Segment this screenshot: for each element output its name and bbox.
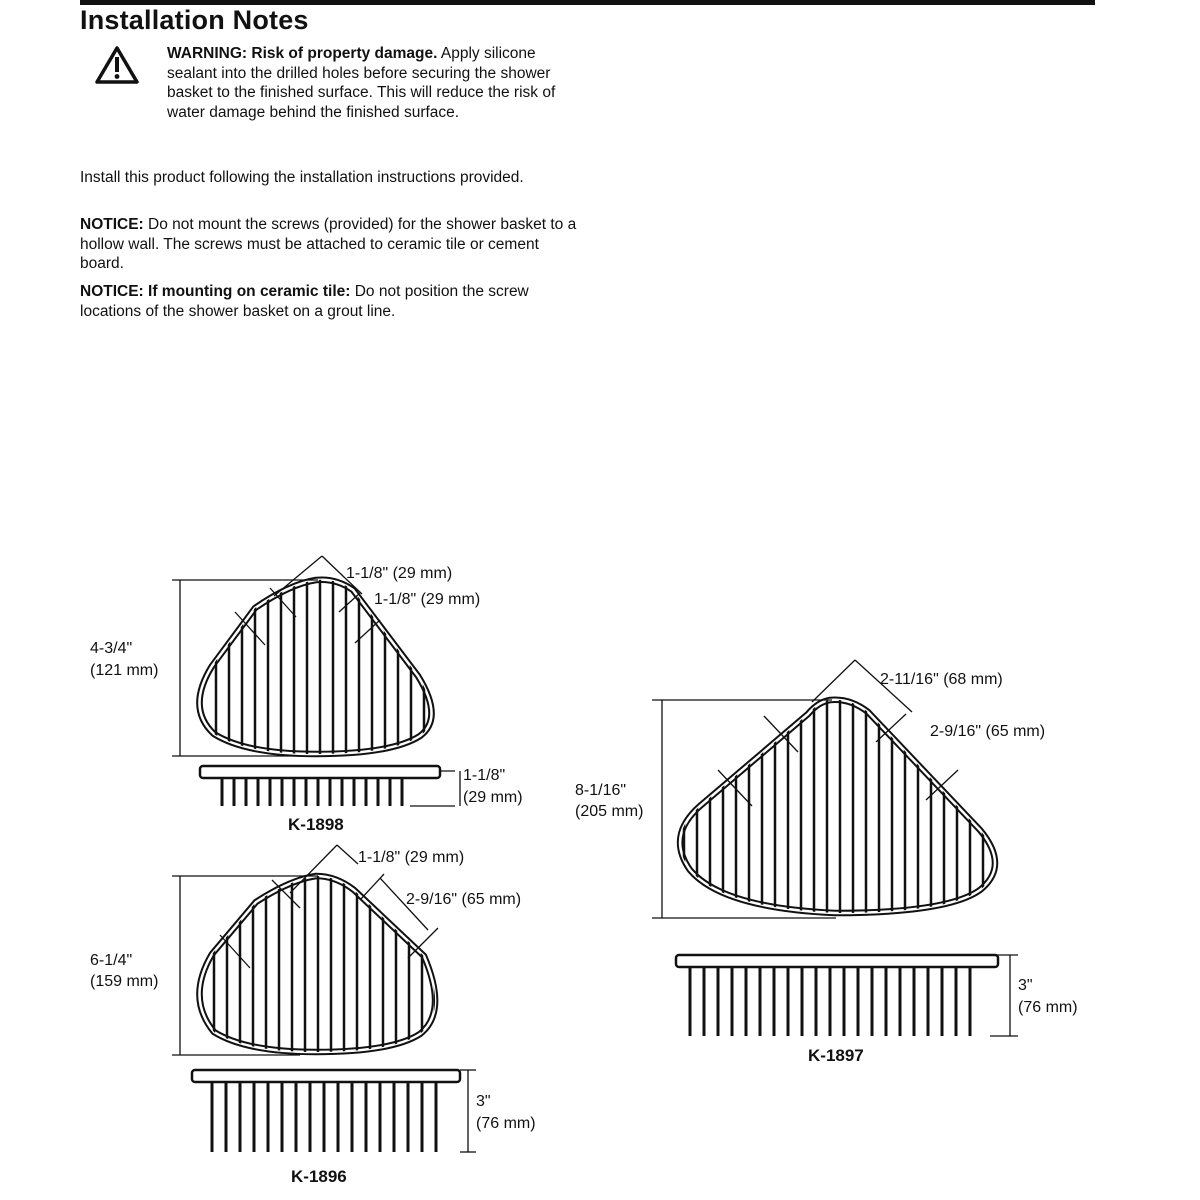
k1898-depth-mm: (29 mm) <box>463 789 523 806</box>
warning-triangle-icon <box>94 45 140 85</box>
k1897-dim-b: 2-9/16" (65 mm) <box>930 723 1046 740</box>
install-note: Install this product following the installation instructions provided. <box>80 169 524 186</box>
k1898-dim-a: 1-1/8" (29 mm) <box>346 565 453 582</box>
k1896-depth-mm: (76 mm) <box>476 1115 536 1132</box>
k1898-height-mm: (121 mm) <box>90 662 159 679</box>
k1897-side-view <box>676 955 998 1036</box>
k1896-dim-b: 2-9/16" (65 mm) <box>406 891 522 908</box>
notice2-text: Do not position the screw locations of the shower basket on a grout line. <box>80 283 529 320</box>
notice1-label: NOTICE: <box>80 216 144 233</box>
k1897-dimension-lines <box>652 660 1018 1036</box>
k1898-side-view <box>200 766 440 806</box>
k1896-height-in: 6-1/4" <box>90 952 133 969</box>
k1897-depth-mm: (76 mm) <box>1018 999 1078 1016</box>
k1897-depth-in: 3" <box>1018 977 1033 994</box>
k1898-dim-b: 1-1/8" (29 mm) <box>374 591 481 608</box>
notice1-text: Do not mount the screws (provided) for the shower basket to a hollow wall. The screws must be attached to ceramic tile or cement board. <box>80 216 577 272</box>
k1896-dim-a: 1-1/8" (29 mm) <box>358 849 465 866</box>
basket-drawings <box>0 540 1200 1200</box>
page-title: Installation Notes <box>80 5 309 35</box>
k1898-depth-in: 1-1/8" <box>463 767 506 784</box>
k1896-model-label: K-1896 <box>291 1167 347 1186</box>
notice2-label: NOTICE: If mounting on ceramic tile: <box>80 283 351 300</box>
notice-ceramic-tile <box>80 282 580 321</box>
k1897-model-label: K-1897 <box>808 1046 864 1065</box>
k1897-height-in: 8-1/16" <box>575 782 627 799</box>
k1896-height-mm: (159 mm) <box>90 973 159 990</box>
warning-label: WARNING: Risk of property damage. <box>167 45 438 62</box>
warning-body: Apply silicone sealant into the drilled holes before securing the shower basket to the finished surface. This will reduce the risk of water damage behind the finished surface. <box>167 45 556 121</box>
notice-hollow-wall <box>80 215 580 274</box>
k1898-height-in: 4-3/4" <box>90 640 133 657</box>
warning-text <box>167 44 587 122</box>
k1897-height-mm: (205 mm) <box>575 803 644 820</box>
k1896-depth-in: 3" <box>476 1093 491 1110</box>
k1896-side-view <box>192 1070 460 1152</box>
k1898-model-label: K-1898 <box>288 815 344 834</box>
k1897-dim-a: 2-11/16" (68 mm) <box>880 671 1003 688</box>
